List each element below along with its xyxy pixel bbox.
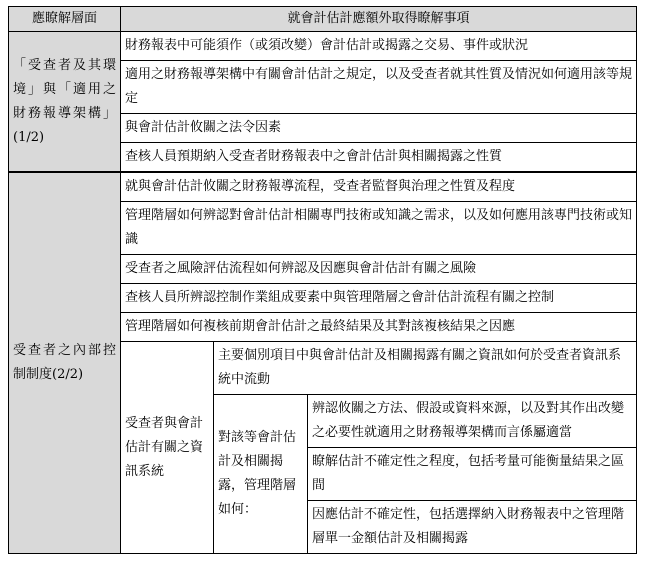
table-cell: 瞭解估計不確定性之程度，包括考量可能衡量結果之區間: [308, 448, 637, 501]
header-row: [9, 7, 637, 32]
table-cell: 適用之財務報導架構中有關會計估計之規定，以及受查者就其性質及情況如何適用該等規定: [121, 61, 637, 114]
table-cell: 管理階層如何複核前期會計估計之最終結果及其對該複核結果之因應: [121, 313, 637, 342]
table-row: [9, 32, 637, 61]
document-table-wrapper: [8, 6, 637, 554]
header-col-aspect: 應瞭解層面: [9, 7, 121, 32]
category-environment: 「受查者及其環境」與「適用之財務報導架構」(1/2): [9, 32, 121, 173]
audit-estimate-table: [8, 6, 637, 554]
table-cell: 因應估計不確定性，包括選擇納入財務報表中之管理階層單一金額估計及相關揭露: [308, 501, 637, 554]
table-cell: 主要個別項目中與會計估計及相關揭露有關之資訊如何於受查者資訊系統中流動: [214, 342, 637, 395]
info-system-label: 受查者與會計估計有關之資訊系統: [121, 342, 214, 554]
table-cell: 就與會計估計攸關之財務報導流程，受查者監督與治理之性質及程度: [121, 172, 637, 202]
table-cell: 與會計估計攸關之法令因素: [121, 114, 637, 143]
table-row: [9, 172, 637, 202]
table-cell: 查核人員所辨認控制作業組成要素中與管理階層之會計估計流程有關之控制: [121, 284, 637, 313]
info-system-sub-label: 對該等會計估計及相關揭露，管理階層如何：: [214, 395, 308, 554]
table-cell: 財務報表中可能須作（或須改變）會計估計或揭露之交易、事件或狀況: [121, 32, 637, 61]
table-cell: 辨認攸關之方法、假設或資料來源，以及對其作出改變之必要性就適用之財務報導架構而言係屬適當: [308, 395, 637, 448]
table-cell: 查核人員預期納入受查者財務報表中之會計估計與相關揭露之性質: [121, 143, 637, 173]
table-cell: 管理階層如何辨認對會計估計相關專門技術或知識之需求，以及如何應用該專門技術或知識: [121, 202, 637, 255]
header-col-matters: 就會計估計應額外取得瞭解事項: [121, 7, 637, 32]
table-cell: 受查者之風險評估流程如何辨認及因應與會計估計有關之風險: [121, 255, 637, 284]
category-internal-control: 受查者之內部控制制度(2/2): [9, 172, 121, 554]
